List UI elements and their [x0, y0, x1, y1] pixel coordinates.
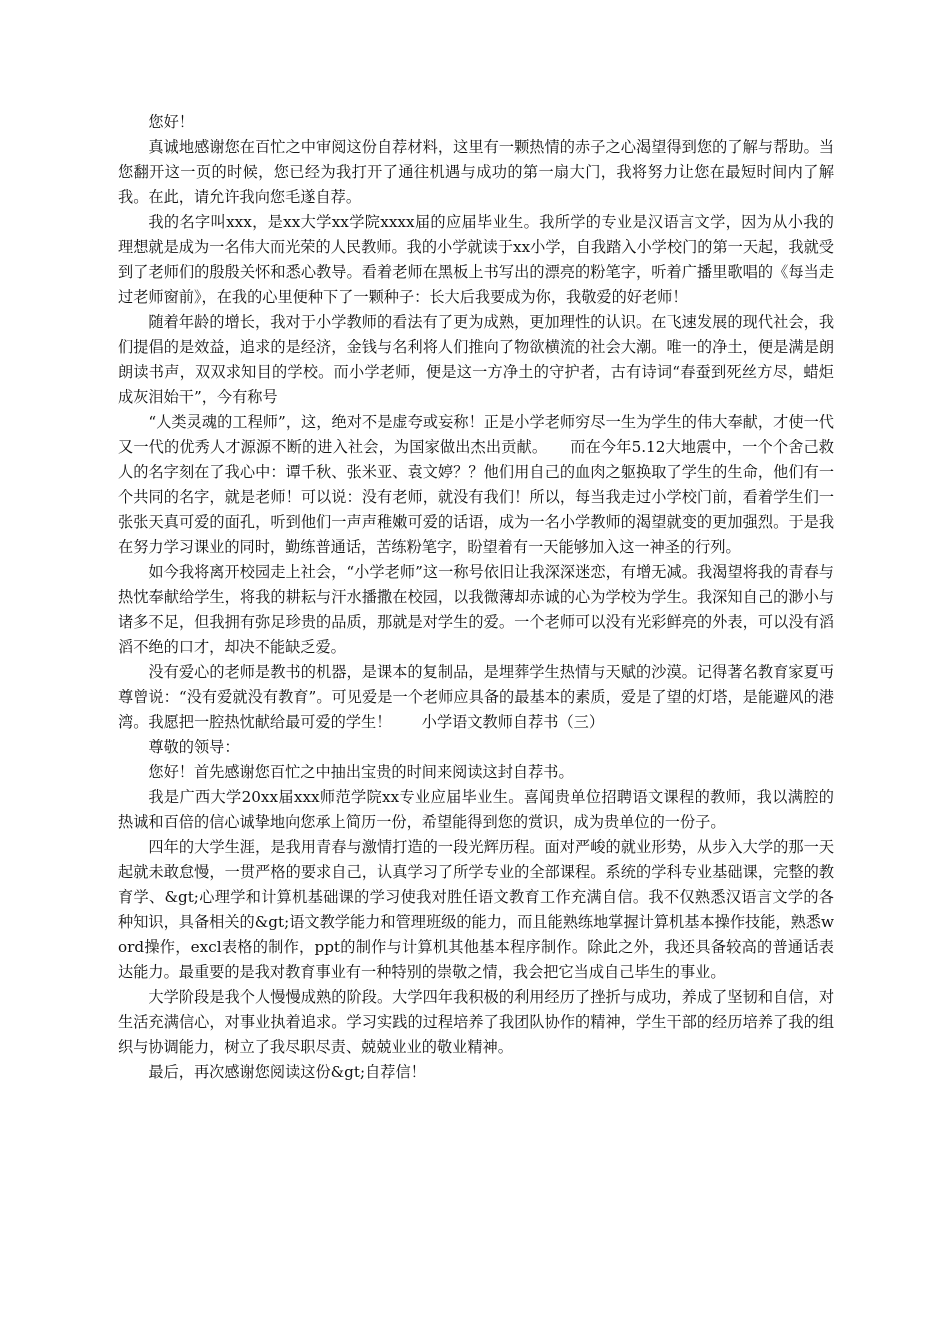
paragraph: 我是广西大学20xx届xxx师范学院xx专业应届毕业生。喜闻贵单位招聘语文课程的教师，我以满腔的热诚和百倍的信心诚挚地向您承上简历一份，希望能得到您的赏识，成为贵单位的一份子。	[118, 788, 834, 831]
paragraph: “人类灵魂的工程师”，这，绝对不是虚夸或妄称！正是小学老师穷尽一生为学生的伟大奉献，才使一代又一代的优秀人才源源不断的进入社会，为国家做出杰出贡献。 而在今年5.12大地震中，一个个舍己救人的名字刻在了我心中：谭千秋、张米亚、袁文婷？？他们用自己的血肉之躯换取了学生的生命，他们有一个共同的名字，就是老师！可以说：没有老师，就没有我们！所以，每当我走过小学校门前，看着学生们一张张天真可爱的面孔，听到他们一声声稚嫩可爱的话语，成为一名小学教师的渴望就变的更加强烈。于是我在努力学习课业的同时，勤练普通话，苦练粉笔字，盼望着有一天能够加入这一神圣的行列。	[118, 413, 834, 556]
closing: 最后，再次感谢您阅读这份&gt;自荐信！	[148, 1063, 426, 1081]
paragraph: 您好！首先感谢您百忙之中抽出宝贵的时间来阅读这封自荐书。	[148, 763, 574, 781]
salutation: 尊敬的领导：	[148, 738, 240, 756]
document-body	[118, 110, 834, 1085]
paragraph: 我的名字叫xxx，是xx大学xx学院xxxx届的应届毕业生。我所学的专业是汉语言文学，因为从小我的理想就是成为一名伟大而光荣的人民教师。我的小学就读于xx小学，自我踏入小学校门的第一天起，我就受到了老师们的殷殷关怀和悉心教导。看着老师在黑板上书写出的漂亮的粉笔字，听着广播里歌唱的《每当走过老师窗前》，在我的心里便种下了一颗种子：长大后我要成为你，我敬爱的好老师！	[118, 213, 834, 306]
paragraph: 如今我将离开校园走上社会，“小学老师”这一称号依旧让我深深迷恋，有增无减。我渴望将我的青春与热忱奉献给学生，将我的耕耘与汗水播撒在校园，以我微薄却赤诚的心为学校为学生。我深知自己的渺小与诸多不足，但我拥有弥足珍贵的品质，那就是对学生的爱。一个老师可以没有光彩鲜亮的外表，可以没有滔滔不绝的口才，却决不能缺乏爱。	[118, 563, 834, 656]
paragraph: 四年的大学生涯，是我用青春与激情打造的一段光辉历程。面对严峻的就业形势，从步入大学的那一天起就未敢怠慢，一贯严格的要求自己，认真学习了所学专业的全部课程。系统的学科专业基础课，完整的教育学、&gt;心理学和计算机基础课的学习使我对胜任语文教育工作充满自信。我不仅熟悉汉语言文学的各种知识，具备相关的&gt;语文教学能力和管理班级的能力，而且能熟练地掌握计算机基本操作技能，熟悉word操作，excl表格的制作，ppt的制作与计算机其他基本程序制作。除此之外，我还具备较高的普通话表达能力。最重要的是我对教育事业有一种特别的崇敬之情，我会把它当成自己毕生的事业。	[118, 838, 834, 981]
paragraph: 没有爱心的老师是教书的机器，是课本的复制品，是埋葬学生热情与天赋的沙漠。记得著名教育家夏丏尊曾说：“没有爱就没有教育”。可见爱是一个老师应具备的最基本的素质，爱是了望的灯塔，是能避风的港湾。我愿把一腔热忱献给最可爱的学生！ 小学语文教师自荐书（三）	[118, 663, 834, 731]
greeting: 您好！	[148, 113, 194, 131]
paragraph: 真诚地感谢您在百忙之中审阅这份自荐材料，这里有一颗热情的赤子之心渴望得到您的了解与帮助。当您翻开这一页的时候，您已经为我打开了通往机遇与成功的第一扇大门，我将努力让您在最短时间内了解我。在此，请允许我向您毛遂自荐。	[118, 138, 834, 206]
paragraph: 随着年龄的增长，我对于小学教师的看法有了更为成熟，更加理性的认识。在飞速发展的现代社会，我们提倡的是效益，追求的是经济，金钱与名利将人们推向了物欲横流的社会大潮。唯一的净土，便是满是朗朗读书声，双双求知目的学校。而小学老师，便是这一方净土的守护者，古有诗词“春蚕到死丝方尽，蜡炬成灰泪始干”，今有称号	[118, 313, 834, 406]
paragraph: 大学阶段是我个人慢慢成熟的阶段。大学四年我积极的利用经历了挫折与成功，养成了坚韧和自信，对生活充满信心，对事业执着追求。学习实践的过程培养了我团队协作的精神，学生干部的经历培养了我的组织与协调能力，树立了我尽职尽责、兢兢业业的敬业精神。	[118, 988, 834, 1056]
